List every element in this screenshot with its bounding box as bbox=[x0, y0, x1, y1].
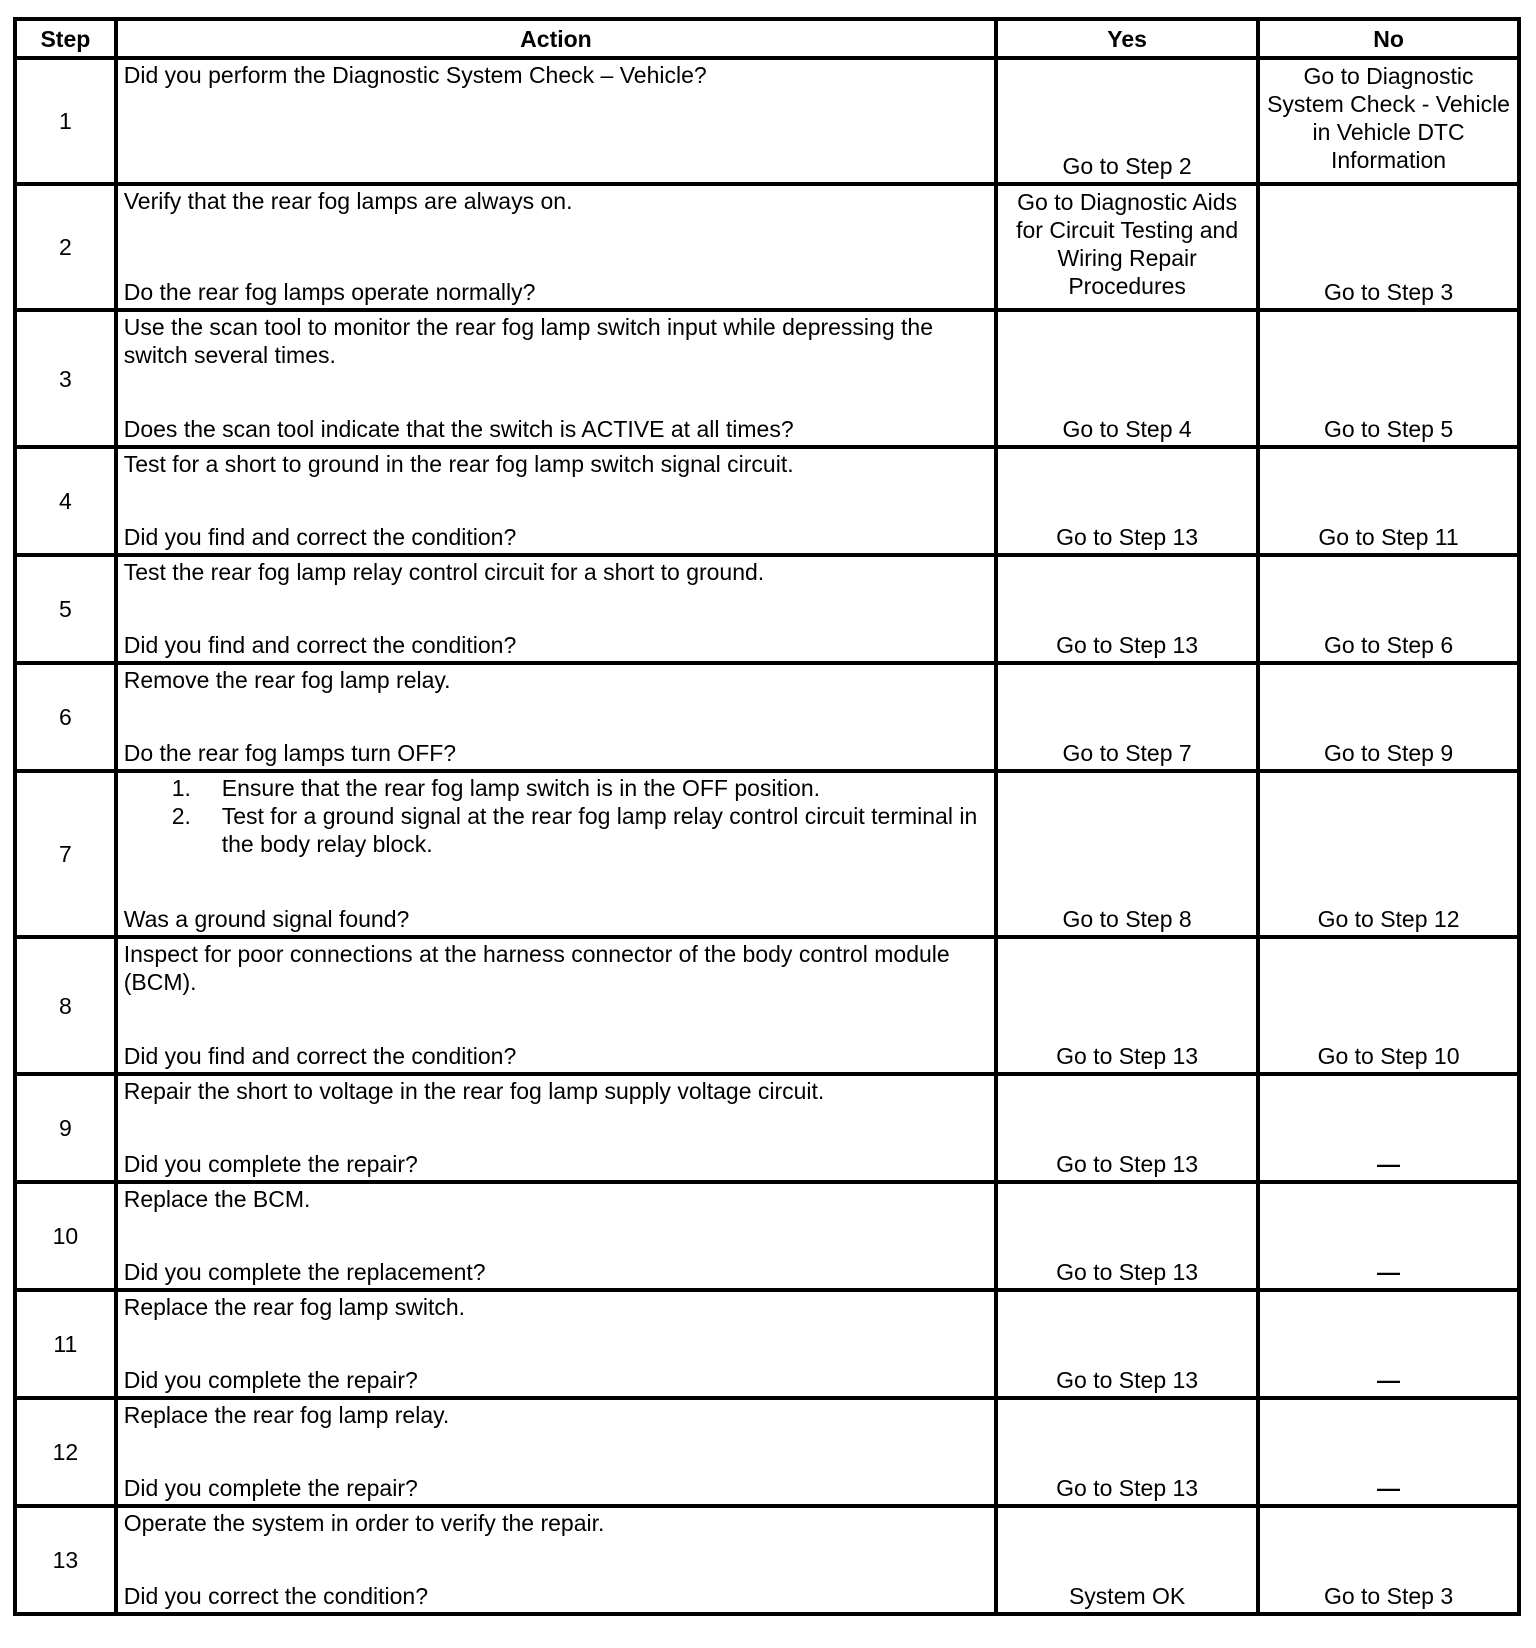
yes-result: Go to Step 8 bbox=[996, 771, 1258, 937]
action-cell bbox=[116, 1506, 996, 1614]
action-cell bbox=[116, 1398, 996, 1506]
action-content bbox=[124, 1293, 988, 1394]
action-question: Does the scan tool indicate that the switch is ACTIVE at all times? bbox=[123, 416, 794, 442]
action-question: Was a ground signal found? bbox=[123, 906, 410, 932]
no-result: Go to Step 6 bbox=[1258, 555, 1519, 663]
action-content bbox=[124, 1077, 988, 1178]
no-result: — bbox=[1258, 1290, 1519, 1398]
table-row bbox=[15, 771, 1519, 937]
step-number: 10 bbox=[15, 1182, 116, 1290]
yes-result: Go to Step 13 bbox=[996, 1398, 1258, 1506]
action-cell bbox=[116, 1074, 996, 1182]
instruction-text: Test the rear fog lamp relay control circuit for a short to ground. bbox=[123, 559, 765, 585]
action-question: Did you complete the repair? bbox=[123, 1151, 418, 1177]
action-cell bbox=[116, 937, 996, 1074]
list-item-number: 2. bbox=[171, 803, 191, 829]
list-item-text: Test for a ground signal at the rear fog lamp relay control circuit terminal in the body relay block. bbox=[221, 803, 978, 857]
action-instruction bbox=[124, 940, 988, 996]
action-cell bbox=[116, 771, 996, 937]
action-content bbox=[124, 940, 988, 1070]
action-instruction bbox=[124, 774, 988, 858]
table-body bbox=[15, 58, 1519, 1614]
table-row bbox=[15, 1290, 1519, 1398]
table-row bbox=[15, 663, 1519, 771]
action-instruction bbox=[124, 187, 988, 215]
action-cell bbox=[116, 447, 996, 555]
diagnostic-table bbox=[13, 17, 1521, 1616]
no-result: — bbox=[1258, 1182, 1519, 1290]
instruction-text: Operate the system in order to verify the repair. bbox=[123, 1510, 605, 1536]
action-question: Did you find and correct the condition? bbox=[123, 632, 517, 658]
header-row bbox=[15, 19, 1519, 58]
header-yes: Yes bbox=[996, 19, 1258, 58]
action-question: Did you correct the condition? bbox=[123, 1583, 429, 1609]
yes-result: Go to Step 13 bbox=[996, 1290, 1258, 1398]
action-question: Did you find and correct the condition? bbox=[123, 1043, 517, 1069]
step-number: 12 bbox=[15, 1398, 116, 1506]
no-result: Go to Step 12 bbox=[1258, 771, 1519, 937]
step-number: 9 bbox=[15, 1074, 116, 1182]
action-instruction bbox=[124, 1293, 988, 1321]
action-cell bbox=[116, 1290, 996, 1398]
step-number: 3 bbox=[15, 310, 116, 447]
yes-result: Go to Step 13 bbox=[996, 1074, 1258, 1182]
action-instruction bbox=[124, 1077, 988, 1105]
action-cell bbox=[116, 1182, 996, 1290]
instruction-text: Test for a short to ground in the rear fog lamp switch signal circuit. bbox=[123, 451, 794, 477]
header-no: No bbox=[1258, 19, 1519, 58]
action-instruction bbox=[124, 666, 988, 694]
table-row bbox=[15, 1398, 1519, 1506]
action-question: Did you complete the repair? bbox=[123, 1475, 418, 1501]
header-action: Action bbox=[116, 19, 996, 58]
action-cell bbox=[116, 184, 996, 310]
action-instruction bbox=[124, 61, 988, 89]
action-instruction bbox=[124, 1185, 988, 1213]
yes-result: Go to Step 4 bbox=[996, 310, 1258, 447]
instruction-text: Remove the rear fog lamp relay. bbox=[123, 667, 451, 693]
action-question: Did you complete the replacement? bbox=[123, 1259, 486, 1285]
action-content bbox=[124, 61, 988, 180]
table-row bbox=[15, 58, 1519, 184]
table-row bbox=[15, 447, 1519, 555]
instruction-text: Did you perform the Diagnostic System Check – Vehicle? bbox=[123, 62, 707, 88]
no-result: Go to Step 9 bbox=[1258, 663, 1519, 771]
action-cell bbox=[116, 555, 996, 663]
action-content bbox=[124, 313, 988, 443]
action-instruction bbox=[124, 450, 988, 478]
step-number: 11 bbox=[15, 1290, 116, 1398]
action-cell bbox=[116, 663, 996, 771]
instruction-text: Verify that the rear fog lamps are always on. bbox=[123, 188, 573, 214]
action-content bbox=[124, 450, 988, 551]
step-number: 4 bbox=[15, 447, 116, 555]
table-row bbox=[15, 1182, 1519, 1290]
step-number: 13 bbox=[15, 1506, 116, 1614]
step-number: 1 bbox=[15, 58, 116, 184]
yes-result: Go to Diagnostic Aids for Circuit Testing and Wiring Repair Procedures bbox=[996, 184, 1258, 310]
instruction-text: Replace the rear fog lamp switch. bbox=[123, 1294, 466, 1320]
action-question: Did you complete the repair? bbox=[123, 1367, 418, 1393]
action-instruction bbox=[124, 558, 988, 586]
table-row bbox=[15, 1074, 1519, 1182]
action-content bbox=[124, 774, 988, 933]
action-question: Do the rear fog lamps turn OFF? bbox=[123, 740, 457, 766]
instruction-text: Use the scan tool to monitor the rear fog lamp switch input while depressing the switch several times. bbox=[123, 314, 933, 368]
step-number: 8 bbox=[15, 937, 116, 1074]
action-cell bbox=[116, 58, 996, 184]
table-row bbox=[15, 1506, 1519, 1614]
yes-result: Go to Step 13 bbox=[996, 447, 1258, 555]
no-result: Go to Diagnostic System Check - Vehicle in Vehicle DTC Information bbox=[1258, 58, 1519, 184]
header-step: Step bbox=[15, 19, 116, 58]
instruction-list bbox=[124, 774, 988, 858]
action-content bbox=[124, 1185, 988, 1286]
action-content bbox=[124, 1401, 988, 1502]
yes-result: Go to Step 13 bbox=[996, 555, 1258, 663]
step-number: 2 bbox=[15, 184, 116, 310]
instruction-text: Replace the BCM. bbox=[123, 1186, 311, 1212]
table-row bbox=[15, 184, 1519, 310]
action-instruction bbox=[124, 1509, 988, 1537]
instruction-list-item bbox=[124, 774, 988, 802]
action-content bbox=[124, 187, 988, 306]
yes-result: Go to Step 13 bbox=[996, 937, 1258, 1074]
step-number: 7 bbox=[15, 771, 116, 937]
no-result: Go to Step 5 bbox=[1258, 310, 1519, 447]
instruction-text: Replace the rear fog lamp relay. bbox=[123, 1402, 450, 1428]
instruction-text: Repair the short to voltage in the rear fog lamp supply voltage circuit. bbox=[123, 1078, 825, 1104]
action-cell bbox=[116, 310, 996, 447]
action-question: Did you find and correct the condition? bbox=[123, 524, 517, 550]
action-content bbox=[124, 666, 988, 767]
no-result: — bbox=[1258, 1074, 1519, 1182]
yes-result: System OK bbox=[996, 1506, 1258, 1614]
action-question: Do the rear fog lamps operate normally? bbox=[123, 279, 536, 305]
step-number: 6 bbox=[15, 663, 116, 771]
no-result: Go to Step 3 bbox=[1258, 184, 1519, 310]
table-row bbox=[15, 310, 1519, 447]
action-instruction bbox=[124, 1401, 988, 1429]
step-number: 5 bbox=[15, 555, 116, 663]
table-row bbox=[15, 555, 1519, 663]
list-item-text: Ensure that the rear fog lamp switch is in the OFF position. bbox=[221, 775, 821, 801]
instruction-list-item bbox=[124, 802, 988, 858]
yes-result: Go to Step 13 bbox=[996, 1182, 1258, 1290]
no-result: Go to Step 11 bbox=[1258, 447, 1519, 555]
action-content bbox=[124, 1509, 988, 1610]
yes-result: Go to Step 7 bbox=[996, 663, 1258, 771]
action-instruction bbox=[124, 313, 988, 369]
no-result: Go to Step 3 bbox=[1258, 1506, 1519, 1614]
list-item-number: 1. bbox=[171, 775, 191, 801]
action-content bbox=[124, 558, 988, 659]
table-row bbox=[15, 937, 1519, 1074]
instruction-text: Inspect for poor connections at the harness connector of the body control module (BCM). bbox=[123, 941, 950, 995]
no-result: Go to Step 10 bbox=[1258, 937, 1519, 1074]
no-result: — bbox=[1258, 1398, 1519, 1506]
yes-result: Go to Step 2 bbox=[996, 58, 1258, 184]
